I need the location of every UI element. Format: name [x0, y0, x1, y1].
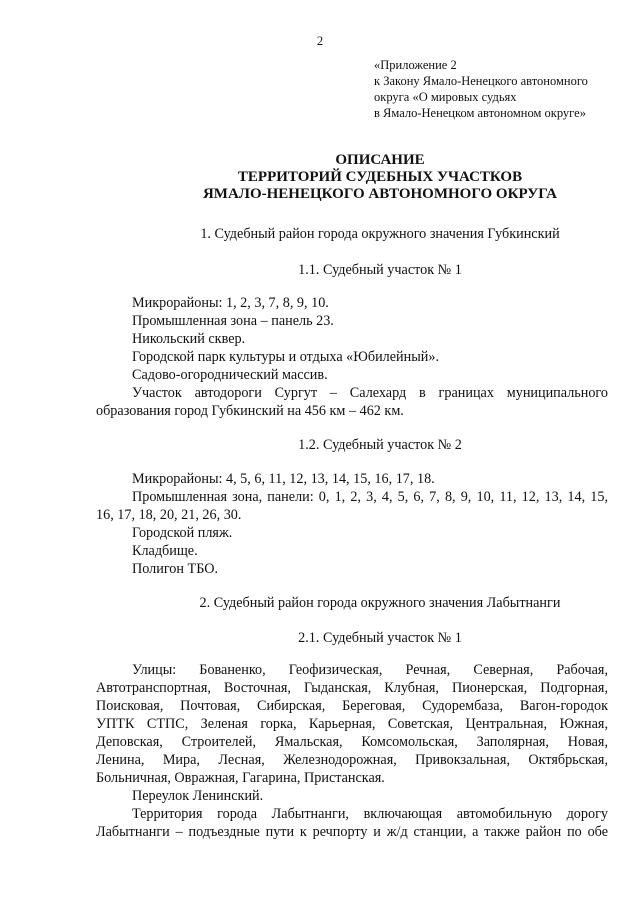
- appendix-line: к Закону Ямало-Ненецкого автономного: [374, 74, 588, 88]
- paragraph-line: Микрорайоны: 1, 2, 3, 7, 8, 9, 10.: [132, 295, 329, 311]
- paragraph-line: Деповская, Строителей, Ямальская, Комсомольская, Заполярная, Новая,: [96, 734, 608, 750]
- paragraph-line: Больничная, Овражная, Гагарина, Пристанская.: [96, 770, 385, 786]
- paragraph-line: УПТК СТПС, Зеленая горка, Карьерная, Советская, Центральная, Южная,: [96, 716, 608, 732]
- paragraph-line: Никольский сквер.: [132, 331, 246, 347]
- subsection-heading: 2.1. Судебный участок № 1: [298, 630, 462, 646]
- paragraph-line: Садово-огороднический массив.: [132, 367, 328, 383]
- paragraph-line: Промышленная зона, панели: 0, 1, 2, 3, 4, 5, 6, 7, 8, 9, 10, 11, 12, 13, 14, 15,: [132, 489, 608, 505]
- paragraph-line: Улицы: Бованенко, Геофизическая, Речная, Северная, Рабочая,: [132, 662, 608, 678]
- paragraph-line: Полигон ТБО.: [132, 561, 219, 577]
- paragraph-line: Поисковая, Почтовая, Сибирская, Береговая, Судорембаза, Вагон-городок: [96, 698, 608, 714]
- appendix-line: «Приложение 2: [374, 58, 457, 72]
- paragraph-line: Переулок Ленинский.: [132, 788, 264, 804]
- paragraph-line: Кладбище.: [132, 543, 198, 559]
- paragraph-line: Городской пляж.: [132, 525, 233, 541]
- document-title: [0, 152, 640, 203]
- paragraph-line: Городской парк культуры и отдыха «Юбилейный».: [132, 349, 439, 365]
- title-line: ТЕРРИТОРИЙ СУДЕБНЫХ УЧАСТКОВ: [237, 169, 523, 185]
- subsection-heading: 1.1. Судебный участок № 1: [298, 262, 462, 278]
- paragraph-line: Автотранспортная, Восточная, Гыданская, Клубная, Пионерская, Подгорная,: [96, 680, 608, 696]
- title-line: ЯМАЛО-НЕНЕЦКОГО АВТОНОМНОГО ОКРУГА: [202, 186, 558, 202]
- appendix-line: округа «О мировых судьях: [374, 90, 517, 104]
- page-number: 2: [316, 34, 324, 48]
- section-heading: 1. Судебный район города окружного значения Губкинский: [200, 226, 560, 242]
- paragraph-line: Микрорайоны: 4, 5, 6, 11, 12, 13, 14, 15, 16, 17, 18.: [132, 471, 435, 487]
- section-heading: 2. Судебный район города окружного значения Лабытнанги: [199, 595, 561, 611]
- title-line: ОПИСАНИЕ: [335, 152, 425, 168]
- paragraph-line: 16, 17, 18, 20, 21, 26, 30.: [96, 507, 242, 523]
- paragraph-line: Промышленная зона – панель 23.: [132, 313, 334, 329]
- paragraph-line: Лабытнанги – подъездные пути к речпорту и ж/д станции, а также район по обе: [96, 824, 608, 840]
- subsection-heading: 1.2. Судебный участок № 2: [298, 437, 462, 453]
- paragraph-line: Ленина, Мира, Лесная, Железнодорожная, Привокзальная, Октябрьская,: [96, 752, 608, 768]
- paragraph-line: образования город Губкинский на 456 км – 462 км.: [96, 403, 404, 419]
- paragraph-line: Участок автодороги Сургут – Салехард в границах муниципального: [132, 385, 608, 401]
- appendix-line: в Ямало-Ненецком автономном округе»: [374, 106, 586, 120]
- appendix-reference: [374, 57, 588, 121]
- paragraph-line: Территория города Лабытнанги, включающая автомобильную дорогу: [132, 806, 608, 822]
